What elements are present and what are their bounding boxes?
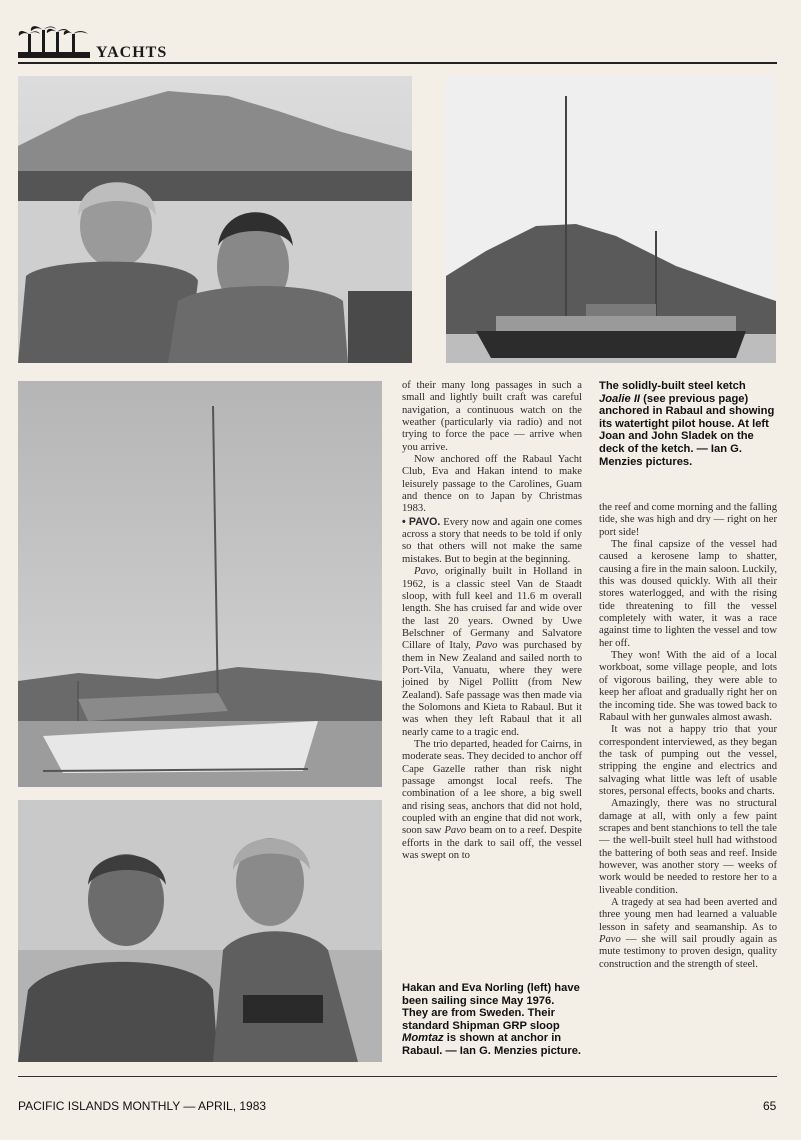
caption-text: The solidly-built steel ketch [599, 380, 746, 392]
vessel-name: Pavo [599, 934, 621, 946]
caption-hakan [402, 982, 582, 1058]
photo-ketch-icon [446, 76, 776, 363]
publication-footer: PACIFIC ISLANDS MONTHLY — APRIL, 1983 [18, 1099, 267, 1113]
caption-text: (see previous page) anchored in Rabaul and showing its watertight pilot house. At left Joan and John Sladek on the deck of the ketch. — Ian G. Menzies pictures. [599, 392, 775, 468]
vessel-name: Pavo [475, 640, 498, 652]
article-paragraph: the reef and come morning and the falling tide, she was high and dry — right on her port side! [599, 502, 777, 538]
article-paragraph: of their many long passages in such a small and lightly built craft was careful navigation, a continuous watch on the weather (particularly via radio) and not trying to force the pace — arrive when you arrive. [402, 380, 582, 453]
caption-ketch [599, 380, 779, 468]
palm-trees-logo-icon [18, 22, 90, 60]
caption-text: is shown at anchor in Rabaul. — Ian G. Menzies picture. [402, 1032, 582, 1057]
section-title: YACHTS [96, 44, 168, 61]
article-text: A tragedy at sea had been averted and three young men had learned a valuable lesson in safety and seamanship. As to [599, 897, 777, 933]
article-paragraph [402, 739, 582, 862]
caption-vessel-name: Momtaz [402, 1032, 444, 1045]
article-text: was purchased by them in New Zealand and sailed north to Port-Vila, Vanuatu, where they were joined by Nigel Pollitt (from New Zealand). Safe passage was then made via the Solomons and Kieta to Rabaul. But it was when they left Rabaul that it all nearly came to a tragic end. [402, 640, 582, 738]
pavo-heading: • PAVO. [402, 515, 441, 528]
article-text: Every now and again one comes across a story that needs to be told if only so that others will not make the same mistakes. But to begin at the beginning. [402, 516, 583, 565]
article-paragraph: It was not a happy trio that your correspondent interviewed, as they began the task of pumping out the vessel, stripping the engine and electrics and salvaging what little was left of usable stores, personal effects, books and charts. [599, 724, 777, 797]
header-rule [18, 62, 777, 64]
vessel-name: Pavo [414, 566, 436, 578]
article-text: beam on to a reef. Despite efforts in the dark to sail off, the vessel was swept on to [402, 825, 582, 862]
footer-rule [18, 1076, 777, 1077]
caption-text: Hakan and Eva Norling (left) have been sailing since May 1976. They are from Sweden. Their standard Shipman GRP sloop [402, 982, 580, 1032]
article-column-middle [402, 380, 582, 862]
article-text: The trio departed, headed for Cairns, in moderate seas. They decided to anchor off Cape Gazelle rather than risk night passage amongst local reefs. The combination of a lee shore, a big swell and rising seas, anchors that did not hold, coupled with an engine that did not work, soon saw [402, 738, 582, 837]
article-text: — she will sail proudly again as mute testimony to proven design, quality construction and the strength of steel. [599, 934, 777, 970]
photo-couple-icon [18, 76, 412, 363]
article-paragraph: Amazingly, there was no structural damage at all, with only a few paint scrapes and bent stanchions to tell the tale — the well-built steel hull had withstood the battering of both seas and reef. Inside however, was another story — weeks of work would be needed to restore her to a liveable condition. [599, 798, 777, 896]
article-paragraph: Now anchored off the Rabaul Yacht Club, Eva and Hakan intend to make leisurely passage to the Carolines, Guam and thence on to Japan by Christmas 1983. [402, 454, 582, 515]
article-paragraph [402, 516, 582, 566]
article-paragraph [599, 897, 777, 971]
vessel-name: Pavo [444, 825, 467, 837]
page-number: 65 [763, 1099, 777, 1113]
article-paragraph: They won! With the aid of a local workboat, some village people, and lots of vigorous bailing, they were able to keep her afloat and gradually right her on the incoming tide. She was towed back to Rabaul with her gunwales almost awash. [599, 650, 777, 723]
article-column-right [599, 502, 777, 971]
article-paragraph: The final capsize of the vessel had caused a kerosene lamp to shatter, causing a fire in the main saloon. Luckily, this was doused quickly. With all their stores waterlogged, and with the rising tide threatening to fill the vessel completely with water, it was a race against time to lighten the vessel and tow her off. [599, 539, 777, 649]
caption-vessel-name: Joalie II [599, 392, 641, 405]
article-paragraph [402, 566, 582, 739]
photo-pair-icon [18, 800, 382, 1062]
article-text: , originally built in Holland in 1962, is a classic steel Van de Staadt sloop, with full keel and 11.6 m overall length. She has cruised far and wide over the last 20 years. Owned by Uwe Belschner of Germany and Salvatore Cillare of Italy, [402, 566, 582, 652]
photo-sloop-icon [18, 381, 382, 787]
